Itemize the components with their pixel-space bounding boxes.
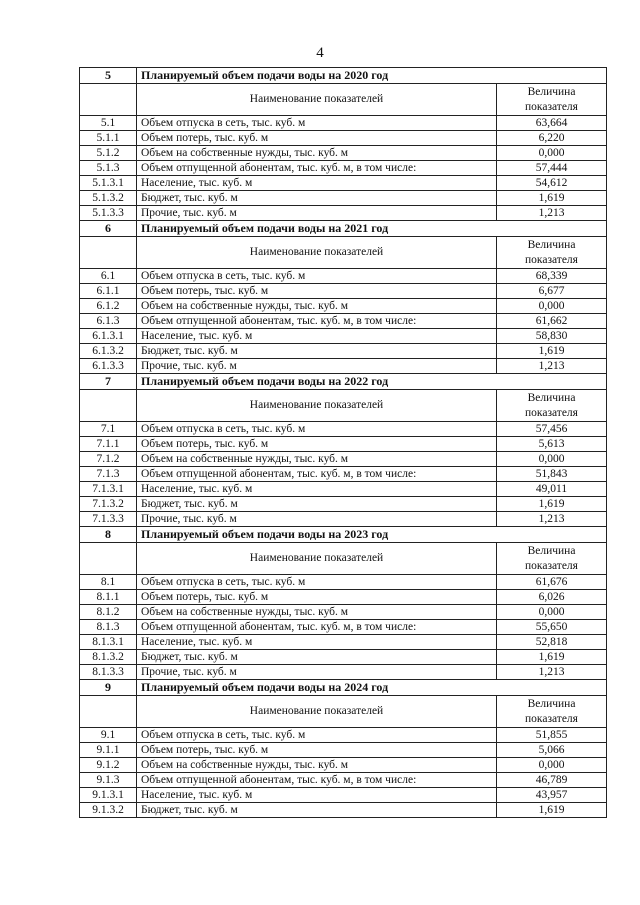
row-value: 5,613 <box>497 437 607 452</box>
row-value: 51,843 <box>497 467 607 482</box>
section-title: Планируемый объем подачи воды на 2024 год <box>137 680 607 696</box>
row-number: 8.1.3.3 <box>80 665 137 680</box>
section-table <box>79 67 607 221</box>
section-header-row <box>80 680 607 696</box>
row-number: 7.1.3.2 <box>80 497 137 512</box>
row-number: 5.1 <box>80 116 137 131</box>
row-value: 55,650 <box>497 620 607 635</box>
section-table <box>79 220 607 374</box>
row-name: Объем потерь, тыс. куб. м <box>137 437 497 452</box>
row-value: 5,066 <box>497 743 607 758</box>
row-name: Бюджет, тыс. куб. м <box>137 650 497 665</box>
table-row <box>80 590 607 605</box>
row-number: 9.1.2 <box>80 758 137 773</box>
table-row <box>80 452 607 467</box>
table-row <box>80 605 607 620</box>
row-value: 58,830 <box>497 329 607 344</box>
row-number: 6.1.3.2 <box>80 344 137 359</box>
table-row <box>80 269 607 284</box>
column-header-value: Величина показателя <box>497 543 607 575</box>
row-name: Бюджет, тыс. куб. м <box>137 191 497 206</box>
row-value: 43,957 <box>497 788 607 803</box>
row-value: 1,213 <box>497 206 607 221</box>
row-number: 7.1.3.1 <box>80 482 137 497</box>
row-number: 9.1 <box>80 728 137 743</box>
row-number: 9.1.3.2 <box>80 803 137 818</box>
table-row <box>80 206 607 221</box>
table-row <box>80 620 607 635</box>
row-number: 7.1.1 <box>80 437 137 452</box>
column-header-blank <box>80 237 137 269</box>
row-name: Прочие, тыс. куб. м <box>137 206 497 221</box>
section-number: 6 <box>80 221 137 237</box>
table-row <box>80 467 607 482</box>
row-value: 1,213 <box>497 665 607 680</box>
section-table <box>79 679 607 818</box>
section-table <box>79 526 607 680</box>
column-header-name: Наименование показателей <box>137 237 497 269</box>
row-value: 68,339 <box>497 269 607 284</box>
column-header-row <box>80 696 607 728</box>
table-row <box>80 743 607 758</box>
row-value: 49,011 <box>497 482 607 497</box>
row-number: 5.1.3.3 <box>80 206 137 221</box>
row-name: Объем отпуска в сеть, тыс. куб. м <box>137 116 497 131</box>
row-number: 6.1.2 <box>80 299 137 314</box>
section-number: 9 <box>80 680 137 696</box>
column-header-value: Величина показателя <box>497 390 607 422</box>
section-title: Планируемый объем подачи воды на 2021 год <box>137 221 607 237</box>
column-header-row <box>80 543 607 575</box>
row-name: Прочие, тыс. куб. м <box>137 665 497 680</box>
page-number: 4 <box>316 45 324 61</box>
table-row <box>80 329 607 344</box>
row-value: 61,676 <box>497 575 607 590</box>
table-row <box>80 344 607 359</box>
row-value: 0,000 <box>497 452 607 467</box>
row-value: 0,000 <box>497 605 607 620</box>
row-value: 63,664 <box>497 116 607 131</box>
row-number: 6.1.3.1 <box>80 329 137 344</box>
section-header-row <box>80 374 607 390</box>
section-number: 7 <box>80 374 137 390</box>
row-number: 8.1.1 <box>80 590 137 605</box>
row-number: 6.1.1 <box>80 284 137 299</box>
row-value: 6,677 <box>497 284 607 299</box>
section-header-row <box>80 68 607 84</box>
table-row <box>80 728 607 743</box>
section-header-row <box>80 221 607 237</box>
sections-container <box>79 67 607 818</box>
row-name: Объем отпуска в сеть, тыс. куб. м <box>137 422 497 437</box>
column-header-name: Наименование показателей <box>137 390 497 422</box>
table-row <box>80 803 607 818</box>
row-number: 5.1.1 <box>80 131 137 146</box>
column-header-name: Наименование показателей <box>137 543 497 575</box>
row-number: 8.1.2 <box>80 605 137 620</box>
section-table <box>79 373 607 527</box>
table-row <box>80 650 607 665</box>
row-value: 46,789 <box>497 773 607 788</box>
row-number: 7.1 <box>80 422 137 437</box>
table-row <box>80 161 607 176</box>
row-name: Прочие, тыс. куб. м <box>137 512 497 527</box>
table-row <box>80 299 607 314</box>
row-value: 1,619 <box>497 344 607 359</box>
row-name: Объем потерь, тыс. куб. м <box>137 284 497 299</box>
row-number: 7.1.3 <box>80 467 137 482</box>
row-number: 8.1 <box>80 575 137 590</box>
row-number: 6.1.3.3 <box>80 359 137 374</box>
row-value: 6,026 <box>497 590 607 605</box>
column-header-blank <box>80 390 137 422</box>
row-name: Бюджет, тыс. куб. м <box>137 344 497 359</box>
row-name: Объем отпуска в сеть, тыс. куб. м <box>137 728 497 743</box>
row-name: Бюджет, тыс. куб. м <box>137 497 497 512</box>
row-name: Объем на собственные нужды, тыс. куб. м <box>137 452 497 467</box>
row-value: 54,612 <box>497 176 607 191</box>
row-name: Объем на собственные нужды, тыс. куб. м <box>137 299 497 314</box>
table-row <box>80 422 607 437</box>
column-header-name: Наименование показателей <box>137 84 497 116</box>
table-row <box>80 131 607 146</box>
table-row <box>80 635 607 650</box>
table-row <box>80 482 607 497</box>
row-name: Объем на собственные нужды, тыс. куб. м <box>137 605 497 620</box>
table-row <box>80 788 607 803</box>
row-number: 9.1.1 <box>80 743 137 758</box>
row-name: Объем отпущенной абонентам, тыс. куб. м, в том числе: <box>137 314 497 329</box>
section-title: Планируемый объем подачи воды на 2023 год <box>137 527 607 543</box>
section-number: 5 <box>80 68 137 84</box>
row-number: 7.1.3.3 <box>80 512 137 527</box>
row-number: 8.1.3.2 <box>80 650 137 665</box>
row-value: 0,000 <box>497 146 607 161</box>
table-row <box>80 146 607 161</box>
column-header-blank <box>80 696 137 728</box>
row-name: Население, тыс. куб. м <box>137 635 497 650</box>
row-value: 1,619 <box>497 497 607 512</box>
row-name: Объем потерь, тыс. куб. м <box>137 590 497 605</box>
row-number: 8.1.3 <box>80 620 137 635</box>
column-header-value: Величина показателя <box>497 84 607 116</box>
column-header-blank <box>80 84 137 116</box>
row-name: Объем потерь, тыс. куб. м <box>137 131 497 146</box>
column-header-name: Наименование показателей <box>137 696 497 728</box>
row-name: Объем отпущенной абонентам, тыс. куб. м, в том числе: <box>137 467 497 482</box>
section-number: 8 <box>80 527 137 543</box>
row-number: 5.1.3.2 <box>80 191 137 206</box>
row-name: Объем на собственные нужды, тыс. куб. м <box>137 146 497 161</box>
row-number: 5.1.3 <box>80 161 137 176</box>
section-title: Планируемый объем подачи воды на 2020 год <box>137 68 607 84</box>
row-number: 6.1.3 <box>80 314 137 329</box>
row-name: Бюджет, тыс. куб. м <box>137 803 497 818</box>
table-row <box>80 176 607 191</box>
row-number: 9.1.3 <box>80 773 137 788</box>
row-value: 61,662 <box>497 314 607 329</box>
row-name: Население, тыс. куб. м <box>137 329 497 344</box>
row-name: Объем отпущенной абонентам, тыс. куб. м, в том числе: <box>137 773 497 788</box>
table-row <box>80 773 607 788</box>
row-value: 1,619 <box>497 191 607 206</box>
row-value: 1,619 <box>497 650 607 665</box>
row-value: 0,000 <box>497 299 607 314</box>
column-header-row <box>80 84 607 116</box>
section-title: Планируемый объем подачи воды на 2022 год <box>137 374 607 390</box>
table-row <box>80 497 607 512</box>
row-value: 1,213 <box>497 512 607 527</box>
row-number: 6.1 <box>80 269 137 284</box>
row-name: Объем на собственные нужды, тыс. куб. м <box>137 758 497 773</box>
row-value: 0,000 <box>497 758 607 773</box>
row-name: Население, тыс. куб. м <box>137 176 497 191</box>
column-header-value: Величина показателя <box>497 237 607 269</box>
row-name: Население, тыс. куб. м <box>137 788 497 803</box>
row-value: 1,213 <box>497 359 607 374</box>
column-header-row <box>80 237 607 269</box>
section-header-row <box>80 527 607 543</box>
row-number: 8.1.3.1 <box>80 635 137 650</box>
row-name: Объем отпущенной абонентам, тыс. куб. м, в том числе: <box>137 620 497 635</box>
column-header-blank <box>80 543 137 575</box>
row-number: 7.1.2 <box>80 452 137 467</box>
row-name: Прочие, тыс. куб. м <box>137 359 497 374</box>
table-row <box>80 575 607 590</box>
row-value: 57,444 <box>497 161 607 176</box>
table-row <box>80 758 607 773</box>
row-name: Объем отпущенной абонентам, тыс. куб. м, в том числе: <box>137 161 497 176</box>
row-value: 51,855 <box>497 728 607 743</box>
row-name: Объем отпуска в сеть, тыс. куб. м <box>137 269 497 284</box>
row-value: 57,456 <box>497 422 607 437</box>
row-value: 6,220 <box>497 131 607 146</box>
row-number: 5.1.3.1 <box>80 176 137 191</box>
table-row <box>80 512 607 527</box>
row-name: Объем потерь, тыс. куб. м <box>137 743 497 758</box>
table-row <box>80 359 607 374</box>
row-number: 5.1.2 <box>80 146 137 161</box>
row-number: 9.1.3.1 <box>80 788 137 803</box>
row-value: 1,619 <box>497 803 607 818</box>
row-name: Объем отпуска в сеть, тыс. куб. м <box>137 575 497 590</box>
column-header-value: Величина показателя <box>497 696 607 728</box>
table-row <box>80 437 607 452</box>
table-row <box>80 665 607 680</box>
table-row <box>80 284 607 299</box>
table-row <box>80 116 607 131</box>
column-header-row <box>80 390 607 422</box>
row-name: Население, тыс. куб. м <box>137 482 497 497</box>
table-row <box>80 314 607 329</box>
table-row <box>80 191 607 206</box>
row-value: 52,818 <box>497 635 607 650</box>
